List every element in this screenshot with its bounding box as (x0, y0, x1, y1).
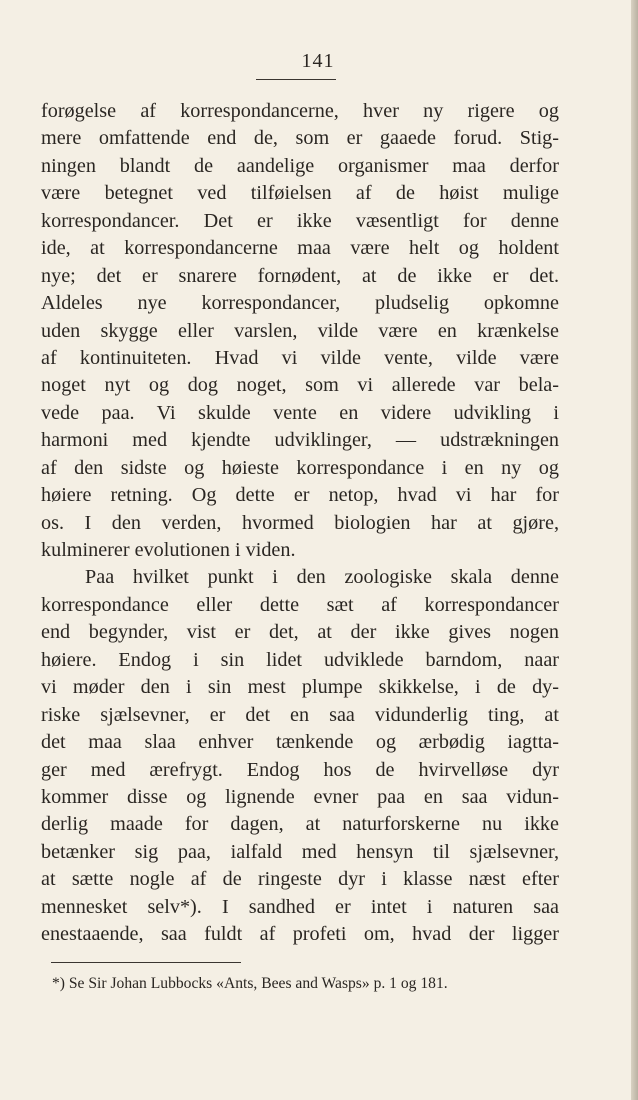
text-line: høiere retning. Og dette er netop, hvad vi har for (41, 484, 559, 507)
text-line: kommer disse og lignende evner paa en saa vidun- (41, 785, 559, 808)
text-line: vede paa. Vi skulde vente en videre udvikling i (41, 401, 559, 424)
text-line: mennesket selv*). I sandhed er intet i naturen saa (41, 895, 559, 918)
text-line: nye; det er snarere fornødent, at de ikke er det. (41, 264, 559, 287)
text-line: Paa hvilket punkt i den zoologiske skala denne (85, 566, 559, 589)
text-line: harmoni med kjendte udviklinger, — udstrækningen (41, 429, 559, 452)
text-line: betænker sig paa, ialfald med hensyn til sjælsevner, (41, 840, 559, 863)
body-text (41, 98, 559, 949)
page-edge (631, 0, 638, 1100)
text-line: det maa slaa enhver tænkende og ærbødig iagtta- (41, 731, 559, 754)
text-line: kulminerer evolutionen i viden. (41, 539, 296, 561)
text-line: af kontinuiteten. Hvad vi vilde vente, vilde være (41, 346, 559, 369)
text-line: at sætte nogle af de ringeste dyr i klasse næst efter (41, 868, 559, 891)
page-number-rule (256, 79, 336, 80)
footnote: *) Se Sir Johan Lubbocks «Ants, Bees and Wasps» p. 1 og 181. (52, 975, 448, 992)
text-line: noget nyt og dog noget, som vi allerede var bela- (41, 374, 559, 397)
text-line: os. I den verden, hvormed biologien har at gjøre, (41, 511, 559, 534)
page-number: 141 (301, 50, 335, 72)
text-line: være betegnet ved tilføielsen af de høist mulige (41, 182, 559, 205)
text-line: ide, at korrespondancerne maa være helt og holdent (41, 237, 559, 260)
text-line: ningen blandt de aandelige organismer maa derfor (41, 154, 559, 177)
text-line: Aldeles nye korrespondancer, pludselig opkomne (41, 292, 559, 315)
text-line: uden skygge eller varslen, vilde være en krænkelse (41, 319, 559, 342)
text-line: af den sidste og høieste korrespondance i en ny og (41, 456, 559, 479)
text-line: vi møder den i sin mest plumpe skikkelse, i de dy- (41, 676, 559, 699)
text-line: ger med ærefrygt. Endog hos de hvirvelløse dyr (41, 758, 559, 781)
text-line: riske sjælsevner, er det en saa vidunderlig ting, at (41, 703, 559, 726)
paragraph-2 (41, 564, 559, 948)
paragraph-1 (41, 98, 559, 564)
text-line: enestaaende, saa fuldt af profeti om, hvad der ligger (41, 923, 559, 946)
text-line: derlig maade for dagen, at naturforskerne nu ikke (41, 813, 559, 836)
text-line: korrespondancer. Det er ikke væsentligt for denne (41, 209, 559, 232)
text-line: forøgelse af korrespondancerne, hver ny rigere og (41, 100, 559, 122)
text-line: høiere. Endog i sin lidet udviklede barndom, naar (41, 648, 559, 671)
footnote-rule (51, 962, 241, 963)
text-line: end begynder, vist er det, at der ikke gives nogen (41, 621, 559, 644)
text-line: korrespondance eller dette sæt af korrespondancer (41, 593, 559, 616)
text-line: mere omfattende end de, som er gaaede forud. Stig- (41, 127, 559, 150)
